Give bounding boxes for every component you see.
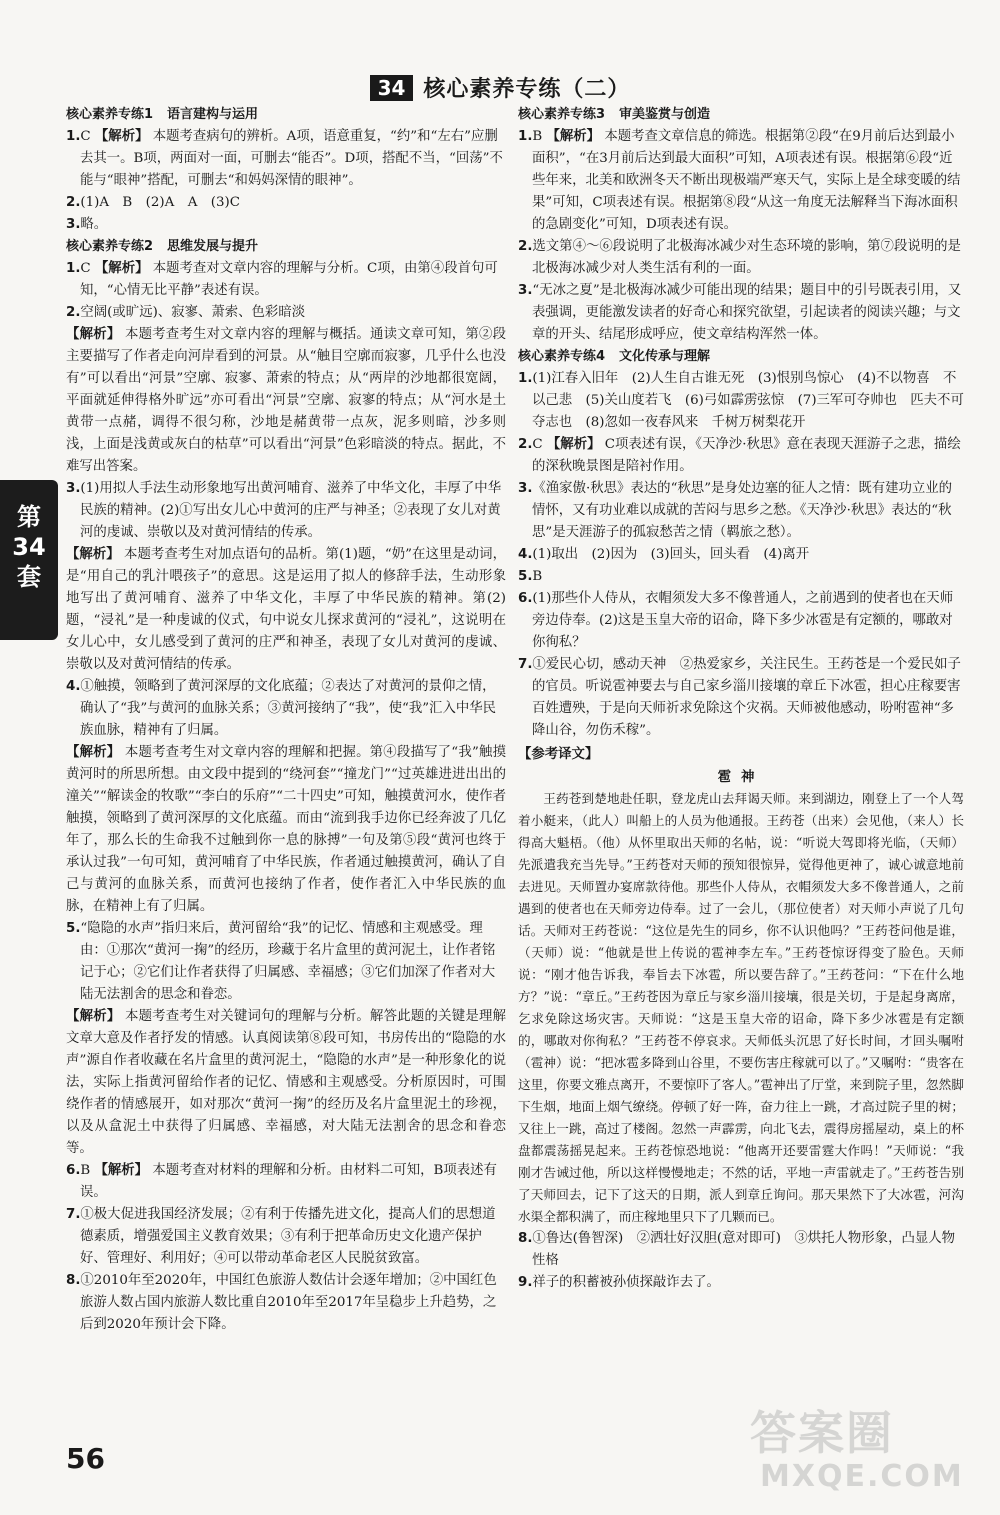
answer-item: 7.①爱民心切，感动天神 ②热爱家乡，关注民生。王药苍是一个爱民如子的官员。听说雹神要去与自己家乡淄川接壤的章丘下冰雹，担心庄稼要害百姓遭殃，于是向天师祈求免除这个灾祸。天师被他感动，吩咐雹神“多降山谷，勿伤禾稼”。 <box>518 657 961 738</box>
explanation: 【解析】 本题考查考生对加点语句的品析。第(1)题，“奶”在这里是动词，是“用自己的乳汁喂孩子”的意思。这是运用了拟人的修辞手法，生动形象地写出了黄河哺育、滋养了中华文化，丰厚了中华民族的精神。第(2)题，“浸礼”是一种虔诚的仪式，句中说女儿探求黄河的“浸礼”，这说明在女儿心中，女儿感受到了黄河的庄严和神圣，表现了女儿对黄河的虔诚、崇敬以及对黄河情结的传承。 <box>66 547 507 672</box>
answer-item: 5.B <box>518 569 543 584</box>
watermark-logo <box>750 1397 970 1507</box>
answer-item: 5.“隐隐的水声”指归来后，黄河留给“我”的记忆、情感和主观感受。理由：①那次“黄河一掬”的经历，珍藏于名片盒里的黄河泥土，让作者铭记于心；②它们让作者获得了归属感、幸福感；③它们加深了作者对大陆无法割舍的思念和眷恋。 <box>66 921 496 1002</box>
answer-item: 3.《渔家傲·秋思》表达的“秋思”是身处边塞的征人之情：既有建功立业的情怀，又有功业难以成就的苦闷与思乡之愁。《天净沙·秋思》表达的“秋思”是天涯游子的孤寂愁苦之情（羁旅之愁）。 <box>518 481 953 540</box>
side-tab-line1: 第 <box>17 503 41 531</box>
set-number: 34 <box>370 75 414 101</box>
set-side-tab <box>0 480 58 640</box>
explanation: 【解析】 本题考查考生对关键词句的理解与分析。解答此题的关键是理解文章大意及作者抒发的情感。认真阅读第⑧段可知，书房传出的“隐隐的水声”源自作者收藏在名片盒里的黄河泥土，“隐隐的水声”是一种形象化的说法，实际上指黄河留给作者的记忆、情感和主观感受。分析原因时，可围绕作者的情感展开，如对那次“黄河一掬”的经历及名片盒里泥土的珍视，以及从盒泥土中获得了归属感、幸福感，对大陆无法割舍的思念和眷恋等。 <box>66 1009 506 1156</box>
answer-item: 7.①极大促进我国经济发展；②有利于传播先进文化，提高人们的思想道德素质，增强爱国主义教育效果；③有利于把革命历史文化遗产保护好、管理好、利用好；④可以带动革命老区人民脱贫致富。 <box>66 1207 496 1266</box>
watermark-url: MXQE.COM <box>760 1459 964 1494</box>
answer-item: 8.①2010年至2020年，中国红色旅游人数估计会逐年增加；②中国红色旅游人数占国内旅游人数比重自2010年至2017年呈稳步上升趋势，之后到2020年预计会下降。 <box>66 1273 497 1332</box>
section-heading: 核心素养专练1 语言建构与运用 <box>66 107 259 122</box>
page-header <box>0 72 1000 103</box>
page-title: 核心素养专练（二） <box>423 76 631 102</box>
answer-item: 8.①鲁达(鲁智深) ②洒壮好汉胆(意对即可) ③烘托人物形象，凸显人物性格 <box>518 1231 956 1268</box>
section-heading: 核心素养专练4 文化传承与理解 <box>518 349 711 364</box>
explanation: 【解析】 本题考查考生对文章内容的理解和把握。第④段描写了“我”触摸黄河时的所思所想。由文段中提到的“绕河套”“撞龙门”“过英雄进进出出的潼关”“解读金的牧歌”“李白的乐府”“二十四史”可知，触摸黄河水，使作者触摸，领略到了黄河深厚的文化底蕴。而由“流到我手边你已经奔波了几亿年了，那么长的生命我不过触到你一息的脉搏”一句及第⑤段“黄河也终于承认过我”一句可知，黄河哺育了中华民族，作者通过触摸黄河，确认了自己与黄河的血脉关系，而黄河也接纳了作者，使作者汇入中华民族的血脉，在精神上有了归属。 <box>66 745 506 914</box>
answer-item: 9.祥子的积蓄被孙侦探敲诈去了。 <box>518 1275 720 1290</box>
side-tab-line2: 34 <box>12 533 46 561</box>
answer-item: 2.(1)A B (2)A A (3)C <box>66 195 240 210</box>
explanation: 【解析】 本题考查考生对文章内容的理解与概括。通读文章可知，第②段主要描写了作者走向河岸看到的河景。从“触目空廓而寂寥，几乎什么也没有”可以看出“河景”空廓、寂寥、萧索的特点；从“两岸的沙地都很宽阔，平面就延伸得格外旷远”亦可看出“河景”空廓、寂寥的特点；从“河水是土黄带一点赭，调得不很匀称，沙地是赭黄带一点灰，泥多则暗，沙多则浅，上面是浅黄或灰白的枯草”可以看出“河景”色彩暗淡的特点。据此，不难写出答案。 <box>66 327 506 474</box>
answer-item: 1.C 【解析】 本题考查对文章内容的理解与分析。C项，由第④段首句可知，“心情无比平静”表述有误。 <box>66 261 498 298</box>
page-number: 56 <box>66 1442 105 1475</box>
left-column <box>66 104 506 1336</box>
answer-item: 4.①触摸，领略到了黄河深厚的文化底蕴；②表达了对黄河的景仰之情，确认了“我”与黄河的血脉关系；③黄河接纳了“我”，使“我”汇入中华民族血脉，精神有了归属。 <box>66 679 497 738</box>
section-heading: 核心素养专练3 审美鉴赏与创造 <box>518 107 711 122</box>
answer-item: 1.B 【解析】 本题考查文章信息的筛选。根据第②段“在9月前后达到最小面积”，“在3月前后达到最大面积”可知，A项表述有误。根据第⑥段“近些年来，北美和欧洲冬天不断出现极端严寒天气，实际上是全球变暖的结果”可知，C项表述有误。根据第⑧段“从这一角度无法解释当下海冰面积的急剧变化”可知，D项表述有误。 <box>518 129 961 232</box>
answer-item: 4.(1)取出 (2)因为 (3)回头，回头看 (4)离开 <box>518 547 810 562</box>
answer-item: 3.“无冰之夏”是北极海冰减少可能出现的结果；题目中的引号既表引用，又表强调，更能激发读者的好奇心和探究欲望，引起读者的阅读兴趣；与文章的开头、结尾形成呼应，使文章结构浑然一体。 <box>518 283 962 342</box>
answer-item: 1.C 【解析】 本题考查病句的辨析。A项，语意重复，“约”和“左右”应删去其一。B项，两面对一面，可删去“能否”。D项，搭配不当，“回荡”不能与“眼神”搭配，可删去“和妈妈深情的眼神”。 <box>66 129 503 188</box>
answer-item: 2.C 【解析】 C项表述有误，《天净沙·秋思》意在表现天涯游子之悲，描绘的深秋晚景图是陪衬作用。 <box>518 437 961 474</box>
watermark-text: 答案圈 <box>750 1406 894 1460</box>
side-tab-line3: 套 <box>17 563 41 591</box>
answer-item: 3.略。 <box>66 217 108 232</box>
translation-text: 王药苍到楚地赴任职，登龙虎山去拜谒天师。来到湖边，刚登上了一个人驾着小艇来，（此人）叫船上的人员为他通报。王药苍（出来）会见他，（来人）长得高大魁梧。（他）从怀里取出天师的名帖，说：“听说大驾即将光临，（天师）先派遣我充当先导。”王药苍对天师的预知很惊异，觉得他更神了，诚心诚意地前去进见。天师置办宴席款待他。那些仆人侍从，衣帽须发大多不像普通人，之前遇到的使者也在天师旁边侍奉。过了一会儿，（那位使者）对天师小声说了几句话。天师对王药苍说：“这位是先生的同乡，你不认识他吗？”王药苍问他是谁，（天师）说：“他就是世上传说的雹神李左车。”王药苍惊讶得变了脸色。天师说：“刚才他告诉我，奉旨去下冰雹，所以要告辞了。”王药苍问：“下在什么地方？”说：“章丘。”王药苍因为章丘与家乡淄川接壤，很是关切，于是起身离席，乞求免除这场灾害。天师说：“这是玉皇大帝的诏命，降下多少冰雹是有定额的，哪敢对你徇私？”王药苍不停哀求。天师低头沉思了好长时间，才回头嘱咐（雹神）说：“把冰雹多降到山谷里，不要伤害庄稼就可以了。”又嘱咐：“贵客在这里，你要文雅点离开，不要惊吓了客人。”雹神出了厅堂，来到院子里，忽然脚下生烟，地面上烟气缭绕。停顿了好一阵，奋力往上一跳，才高过院子里的树；又往上一跳，高过了楼阁。忽然一声霹雳，向北飞去，震得房摇屋动，桌上的杯盘都震荡摇晃起来。王药苍惊恐地说：“他离开还要雷霆大作吗！”天师说：“我刚才告诫过他，所以这样慢慢地走；不然的话，平地一声雷就走了。”王药苍告别了天师回去，记下了这天的日期，派人到章丘询问。那天果然下了大冰雹，河沟水渠全都积满了，而庄稼地里只下了几颗而已。 <box>518 791 964 1224</box>
answer-item: 6.(1)那些仆人侍从，衣帽须发大多不像普通人，之前遇到的使者也在天师旁边侍奉。(2)这是玉皇大帝的诏命，降下多少冰雹是有定额的，哪敢对你徇私？ <box>518 591 954 650</box>
section-heading: 核心素养专练2 思维发展与提升 <box>66 239 259 254</box>
answer-item: 2.空阔(或旷远)、寂寥、萧索、色彩暗淡 <box>66 305 306 320</box>
right-column <box>518 104 964 1294</box>
translation-title: 雹神 <box>717 769 765 785</box>
answer-item: 3.(1)用拟人手法生动形象地写出黄河哺育、滋养了中华文化，丰厚了中华民族的精神。(2)①写出女儿心中黄河的庄严与神圣；②表现了女儿对黄河的虔诚、崇敬以及对黄河情结的传承。 <box>66 481 502 540</box>
answer-item: 2.选文第④～⑥段说明了北极海冰减少对生态环境的影响，第⑦段说明的是北极海冰减少对人类生活有利的一面。 <box>518 239 961 276</box>
answer-item: 6.B 【解析】 本题考查对材料的理解和分析。由材料二可知，B项表述有误。 <box>66 1163 497 1200</box>
answer-item: 1.(1)江春入旧年 (2)人生自古谁无死 (3)恨别鸟惊心 (4)不以物喜 不以己悲 (5)关山度若飞 (6)弓如霹雳弦惊 (7)三军可夺帅也 匹夫不可夺志也 (8)忽如一夜春风来 千树万树梨花开 <box>518 371 964 430</box>
reference-translation-label: 【参考译文】 <box>518 747 599 762</box>
